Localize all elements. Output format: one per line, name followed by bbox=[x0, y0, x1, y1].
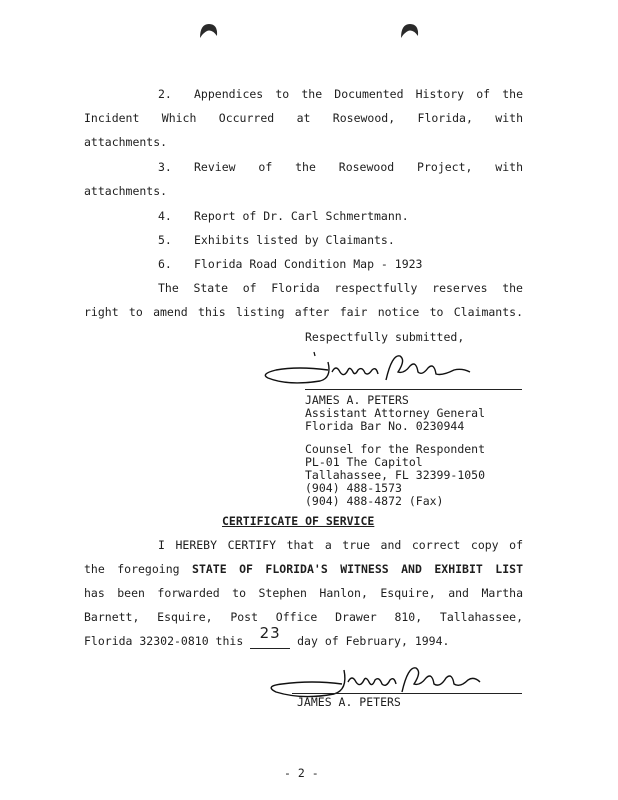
list-item-3-line-2: attachments. bbox=[84, 184, 168, 198]
signature-line-1 bbox=[305, 389, 522, 390]
signer-bar-number: Florida Bar No. 0230944 bbox=[305, 419, 465, 433]
service-day-handwritten: 23 bbox=[259, 624, 281, 642]
phone: (904) 488-1573 bbox=[305, 481, 402, 495]
signature-line-2 bbox=[292, 693, 522, 694]
closing: Respectfully submitted, bbox=[305, 330, 465, 344]
address-line-1: PL-01 The Capitol bbox=[305, 455, 423, 469]
list-item-2-line-3: attachments. bbox=[84, 135, 168, 149]
certificate-line-3: has been forwarded to Stephen Hanlon, Esquire, and Martha bbox=[84, 586, 523, 600]
reserve-line-1: The State of Florida respectfully reserves the bbox=[158, 281, 523, 295]
fax: (904) 488-4872 (Fax) bbox=[305, 494, 444, 508]
address-line-2: Tallahassee, FL 32399-1050 bbox=[305, 468, 486, 482]
list-item-6: 6. Florida Road Condition Map - 1923 bbox=[158, 257, 423, 271]
certificate-line-5: Florida 32302-0810 this 23 day of February, 1994. bbox=[84, 624, 450, 648]
certificate-line-1: I HEREBY CERTIFY that a true and correct copy of bbox=[158, 538, 523, 552]
signature-1 bbox=[258, 348, 478, 390]
list-item-4: 4. Report of Dr. Carl Schmertmann. bbox=[158, 209, 409, 223]
list-item-3-line-1: 3. Review of the Rosewood Project, with bbox=[158, 160, 523, 174]
punch-hole-right bbox=[397, 20, 423, 46]
certificate-line-4: Barnett, Esquire, Post Office Drawer 810, Tallahassee, bbox=[84, 610, 523, 624]
list-item-2-number: 2. bbox=[158, 87, 172, 101]
list-item-5: 5. Exhibits listed by Claimants. bbox=[158, 233, 395, 247]
reserve-line-2: right to amend this listing after fair notice to Claimants. bbox=[84, 305, 523, 319]
punch-hole-left bbox=[196, 20, 222, 46]
list-item-2-line-2: Incident Which Occurred at Rosewood, Florida, with bbox=[84, 111, 523, 125]
certificate-heading: CERTIFICATE OF SERVICE bbox=[222, 514, 375, 528]
certificate-line-2: the foregoing STATE OF FLORIDA'S WITNESS AND EXHIBIT LIST bbox=[84, 562, 523, 576]
signer-name: JAMES A. PETERS bbox=[305, 393, 409, 407]
document-title: STATE OF FLORIDA'S WITNESS AND EXHIBIT LIST bbox=[192, 562, 523, 576]
signer-title: Assistant Attorney General bbox=[305, 406, 486, 420]
counsel-for: Counsel for the Respondent bbox=[305, 442, 486, 456]
final-signer-name: JAMES A. PETERS bbox=[297, 695, 401, 709]
service-day bbox=[250, 624, 290, 649]
list-item-2-line-1: 2. Appendices to the Documented History of the bbox=[158, 87, 523, 101]
page-number: - 2 - bbox=[284, 766, 319, 780]
